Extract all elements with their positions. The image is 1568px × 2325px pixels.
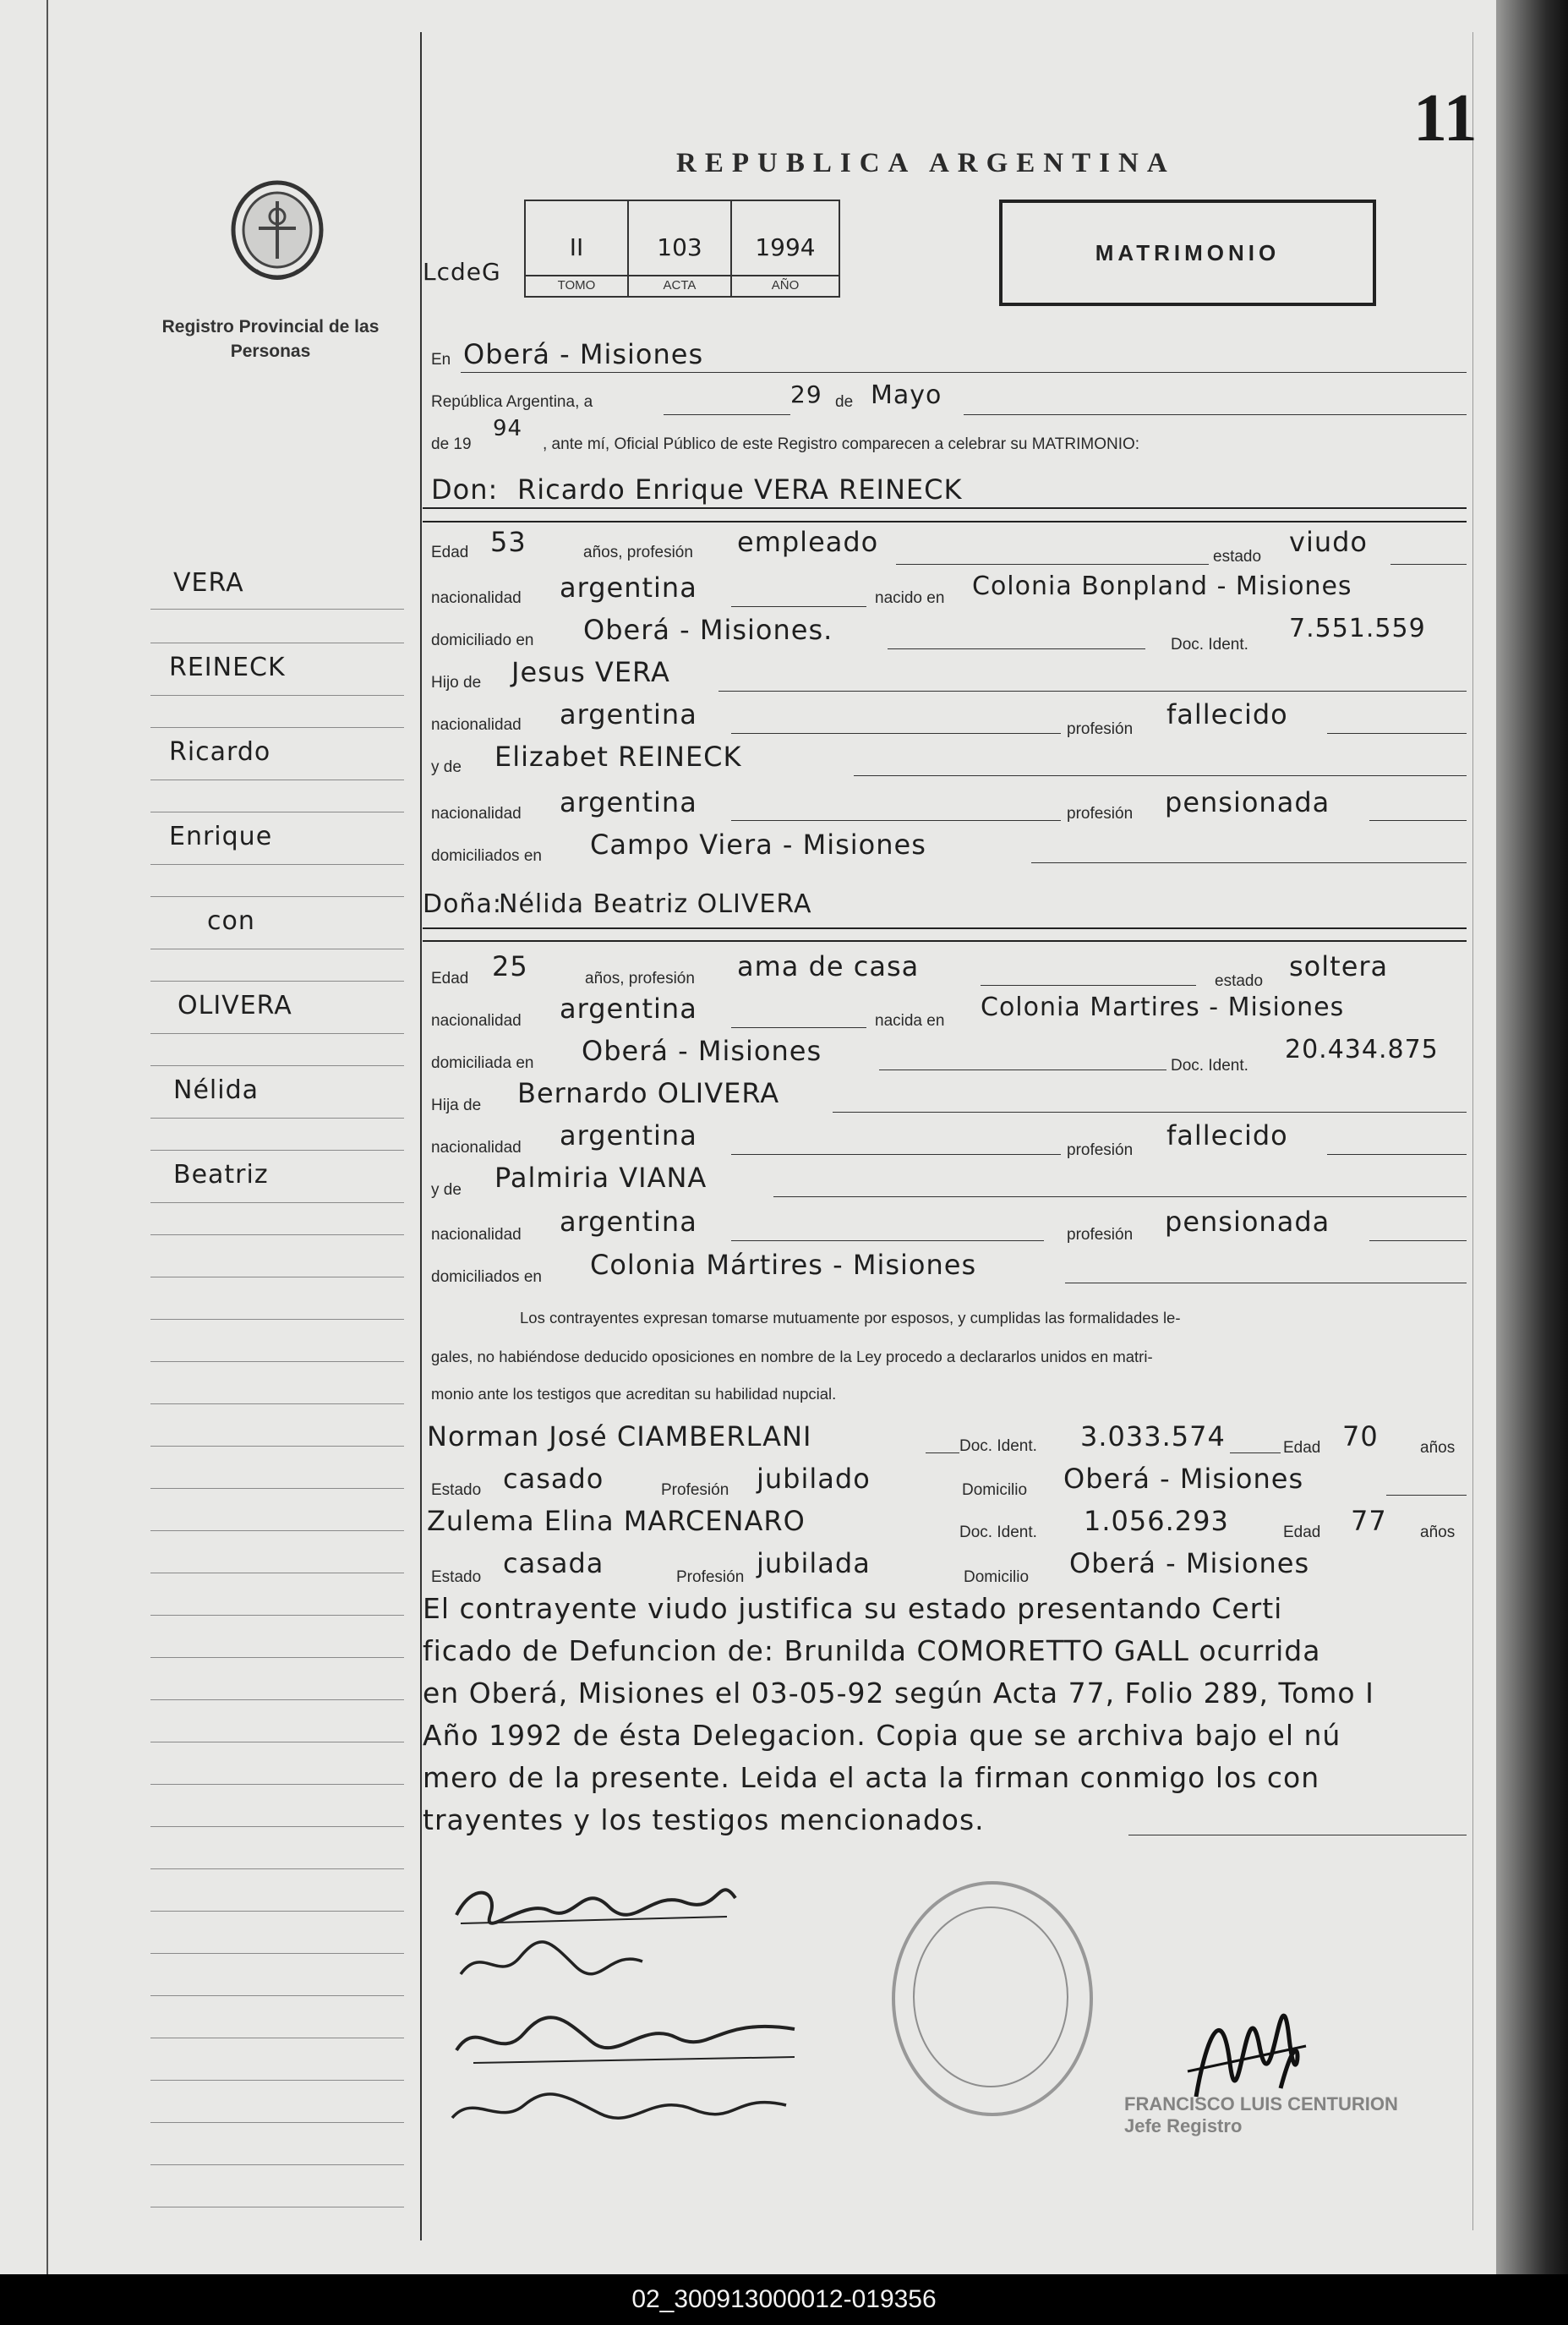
page-edge: [1496, 0, 1568, 2274]
nacida-label: nacida en: [875, 1012, 945, 1030]
witness1-edad: 70: [1342, 1420, 1379, 1452]
doc-label: Doc. Ident.: [1171, 1057, 1248, 1075]
groom-madre-nac: argentina: [560, 786, 697, 818]
groom-estado-rule: [1390, 564, 1467, 565]
tomo-value: II: [569, 233, 584, 261]
margin-name: Enrique: [169, 822, 273, 851]
groom-madre-prof: pensionada: [1165, 786, 1330, 818]
acta-label: ACTA: [629, 275, 730, 293]
witness2-edad: 77: [1351, 1505, 1387, 1537]
stamp-line: FRANCISCO LUIS CENTURION: [1124, 2093, 1398, 2114]
margin-line: [420, 32, 422, 2240]
place-rule: [461, 372, 1467, 373]
en-label: En: [431, 351, 451, 369]
groom-madre-rule: [854, 775, 1467, 776]
witness2-domicilio: Oberá - Misiones: [1069, 1547, 1310, 1579]
groom-title: Don:: [431, 473, 499, 506]
groom-madre-prof-rule: [1369, 820, 1467, 821]
note-line: ficado de Defuncion de: Brunilda COMORETTO GALL ocurrida: [423, 1634, 1321, 1667]
bride-madre-rule: [773, 1196, 1467, 1197]
profesion-label: profesión: [1067, 1141, 1134, 1159]
year-prefix: de 19: [431, 435, 472, 453]
signatures-image: [440, 1864, 828, 2169]
bride-prof-rule: [981, 985, 1196, 986]
registry-name: Registro Provincial de las Personas: [161, 317, 380, 361]
witness2-profesion: jubilada: [757, 1547, 871, 1579]
official-signature-image: [1179, 1945, 1314, 2114]
anos-profesion-label: años, profesión: [585, 970, 695, 987]
groom-madre: Elizabet REINECK: [494, 741, 742, 773]
note-line: El contrayente viudo justifica su estado presentando Certi: [423, 1592, 1283, 1625]
groom-name-rule: [423, 507, 1467, 509]
groom-madre-nac-rule: [731, 820, 1061, 821]
witness1-domicilio: Oberá - Misiones: [1063, 1463, 1304, 1495]
nacionalidad-label: nacionalidad: [431, 716, 522, 734]
document-title: REPUBLICA ARGENTINA: [676, 148, 1176, 178]
groom-padres-dom: Campo Viera - Misiones: [590, 829, 926, 861]
groom-padre-prof: fallecido: [1166, 698, 1288, 730]
month-rule: [964, 414, 1467, 415]
bride-doc: 20.434.875: [1285, 1035, 1439, 1064]
act-type-box: MATRIMONIO: [999, 200, 1376, 306]
groom-domicilio: Oberá - Misiones.: [583, 614, 833, 646]
bride-section-rule: [423, 940, 1467, 942]
groom-padre-prof-rule: [1327, 733, 1467, 734]
doc-label: Doc. Ident.: [959, 1437, 1037, 1455]
edad-label: Edad: [1283, 1439, 1321, 1457]
official-stamp-text: [1124, 2093, 1398, 2137]
estado-label: estado: [1213, 548, 1262, 566]
provincial-seal-icon: [227, 178, 328, 287]
profesion-label: Profesión: [661, 1481, 729, 1499]
nacionalidad-label: nacionalidad: [431, 805, 522, 823]
witness2-estado: casada: [503, 1547, 604, 1579]
estado-label: estado: [1215, 972, 1264, 990]
groom-nacionalidad: argentina: [560, 572, 697, 604]
note-line: Año 1992 de ésta Delegacion. Copia que se archiva bajo el nú: [423, 1719, 1341, 1752]
bride-padre-rule: [833, 1112, 1467, 1113]
groom-dom-rule: [888, 648, 1145, 649]
domiciliado-label: domiciliado en: [431, 632, 534, 649]
groom-estado: viudo: [1289, 526, 1368, 558]
bride-nac-rule: [731, 1027, 866, 1028]
domiciliada-label: domiciliada en: [431, 1054, 534, 1072]
de-label: de: [835, 393, 854, 411]
hijo-label: Hijo de: [431, 674, 482, 692]
bride-padre: Bernardo OLIVERA: [517, 1077, 780, 1109]
stamp-line: Jefe Registro: [1124, 2115, 1243, 2136]
groom-padre-rule: [718, 691, 1467, 692]
margin-name: OLIVERA: [178, 991, 292, 1020]
groom-section-rule: [423, 521, 1467, 522]
witness1-name: Norman José CIAMBERLANI: [427, 1420, 812, 1452]
domicilio-label: Domicilio: [962, 1481, 1028, 1499]
bride-padre-nac: argentina: [560, 1119, 697, 1152]
profesion-label: profesión: [1067, 720, 1134, 738]
witness1-edad-rule: [1230, 1452, 1281, 1453]
profesion-label: profesión: [1067, 805, 1134, 823]
profesion-label: profesión: [1067, 1226, 1134, 1244]
bride-madre-nac-rule: [731, 1240, 1044, 1241]
groom-prof-rule: [896, 564, 1209, 565]
bride-title: Doña:: [423, 889, 502, 919]
tomo-cell: [526, 201, 629, 296]
note-line: en Oberá, Misiones el 03-05-92 según Acta 77, Folio 289, Tomo I: [423, 1677, 1374, 1710]
bride-name-rule: [423, 927, 1467, 929]
acta-value: 103: [657, 233, 702, 261]
anos-label: años: [1420, 1439, 1456, 1457]
groom-padre: Jesus VERA: [511, 656, 670, 688]
witness2-name: Zulema Elina MARCENARO: [427, 1505, 806, 1537]
nacionalidad-label: nacionalidad: [431, 1139, 522, 1157]
bride-profesion: ama de casa: [737, 950, 920, 982]
doc-label: Doc. Ident.: [959, 1524, 1037, 1541]
groom-padres-dom-rule: [1031, 862, 1467, 863]
witness1-profesion: jubilado: [757, 1463, 871, 1495]
day-value: 29: [790, 380, 822, 408]
domicilio-label: Domicilio: [964, 1568, 1030, 1586]
intro-text: , ante mí, Oficial Público de este Registro comparecen a celebrar su MATRIMONIO:: [543, 435, 1140, 453]
day-rule: [664, 414, 790, 415]
bride-padre-prof: fallecido: [1166, 1119, 1288, 1152]
footer-id: 02_300913000012-019356: [0, 2274, 1568, 2325]
estado-label: Estado: [431, 1568, 482, 1586]
bride-nacida: Colonia Martires - Misiones: [981, 993, 1345, 1022]
bride-nacionalidad: argentina: [560, 993, 697, 1025]
binding-edge: [46, 0, 48, 2274]
nacionalidad-label: nacionalidad: [431, 1012, 522, 1030]
bride-madre-nac: argentina: [560, 1206, 697, 1238]
yde-label: y de: [431, 758, 462, 776]
domiciliados-label: domiciliados en: [431, 847, 542, 865]
declaration-line: gales, no habiéndose deducido oposiciones en nombre de la Ley procedo a declararlos unidos en matri-: [431, 1348, 1153, 1365]
declaration-line: monio ante los testigos que acreditan su habilidad nupcial.: [431, 1385, 837, 1403]
edad-label: Edad: [431, 970, 469, 987]
margin-name: REINECK: [169, 653, 286, 682]
nacido-label: nacido en: [875, 589, 945, 607]
groom-padre-nac-rule: [731, 733, 1061, 734]
ano-cell: [732, 201, 839, 296]
ano-label: AÑO: [732, 275, 839, 293]
year-suffix: 94: [493, 416, 523, 441]
bride-estado: soltera: [1289, 950, 1389, 982]
margin-name: Ricardo: [169, 737, 271, 767]
groom-nacido: Colonia Bonpland - Misiones: [972, 572, 1352, 601]
profesion-label: Profesión: [676, 1568, 745, 1586]
domiciliados-label: domiciliados en: [431, 1268, 542, 1286]
bride-padres-dom: Colonia Mártires - Misiones: [590, 1249, 977, 1281]
bride-name: Nélida Beatriz OLIVERA: [499, 889, 812, 919]
edad-label: Edad: [1283, 1524, 1321, 1541]
nacionalidad-label: nacionalidad: [431, 589, 522, 607]
yde-label: y de: [431, 1181, 462, 1199]
groom-edad: 53: [490, 526, 527, 558]
bride-padre-nac-rule: [731, 1154, 1061, 1155]
official-stamp-inner: [913, 1906, 1068, 2087]
acta-cell: [629, 201, 732, 296]
right-border: [1472, 32, 1473, 2230]
groom-name: Ricardo Enrique VERA REINECK: [517, 473, 963, 506]
book-code: LcdeG: [423, 258, 501, 286]
margin-name: con: [207, 906, 255, 936]
doc-label: Doc. Ident.: [1171, 636, 1248, 654]
witness1-estado: casado: [503, 1463, 604, 1495]
edad-label: Edad: [431, 544, 469, 561]
note-line: trayentes y los testigos mencionados.: [423, 1803, 985, 1836]
margin-name: Nélida: [173, 1075, 259, 1105]
anos-profesion-label: años, profesión: [583, 544, 693, 561]
bride-madre: Palmiria VIANA: [494, 1162, 708, 1194]
witness1-doc: 3.033.574: [1080, 1420, 1226, 1452]
groom-profesion: empleado: [737, 526, 879, 558]
bride-padre-prof-rule: [1327, 1154, 1467, 1155]
register-box: [524, 200, 840, 298]
republica-label: República Argentina, a: [431, 393, 593, 411]
estado-label: Estado: [431, 1481, 482, 1499]
margin-name: Beatriz: [173, 1160, 269, 1190]
bride-madre-prof: pensionada: [1165, 1206, 1330, 1238]
groom-padre-nac: argentina: [560, 698, 697, 730]
witness1-dom-rule: [1386, 1495, 1467, 1496]
declaration-line: Los contrayentes expresan tomarse mutuamente por esposos, y cumplidas las formalidades le-: [520, 1309, 1181, 1327]
place-value: Oberá - Misiones: [463, 338, 704, 370]
tomo-label: TOMO: [526, 275, 627, 293]
margin-name: VERA: [173, 568, 244, 598]
bride-edad: 25: [492, 950, 528, 982]
month-value: Mayo: [871, 380, 942, 410]
nacionalidad-label: nacionalidad: [431, 1226, 522, 1244]
witness1-doc-rule: [926, 1452, 959, 1453]
note-line: mero de la presente. Leida el acta la firman conmigo los con: [423, 1761, 1320, 1794]
ano-value: 1994: [755, 233, 816, 261]
anos-label: años: [1420, 1524, 1456, 1541]
groom-nac-rule: [731, 606, 866, 607]
bride-domicilio: Oberá - Misiones: [582, 1035, 822, 1067]
page-number: 11: [1413, 81, 1478, 156]
bride-madre-prof-rule: [1369, 1240, 1467, 1241]
groom-doc: 7.551.559: [1289, 614, 1426, 643]
witness2-doc: 1.056.293: [1084, 1505, 1229, 1537]
hija-label: Hija de: [431, 1097, 482, 1114]
